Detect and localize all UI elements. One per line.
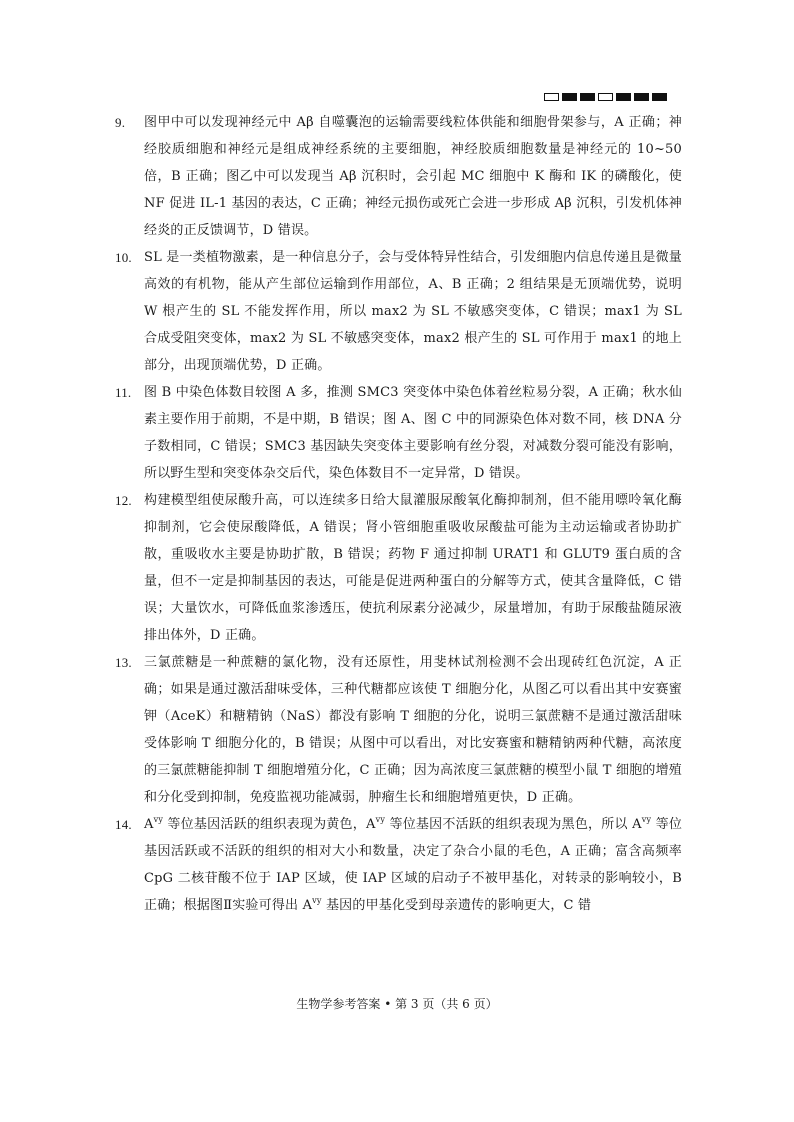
- empty-square-mark: [598, 93, 613, 101]
- filled-square-mark: [652, 93, 667, 101]
- item-text-part: A: [144, 817, 154, 832]
- answer-item-14: [115, 811, 682, 919]
- header-marks: [544, 93, 667, 101]
- item-text-part: 等位基因活跃或不活跃的组织的相对大小和数量，决定了杂合小鼠的毛色，A 正确；富含高频率 CpG 二核苷酸不位于 IAP 区域，使 IAP 区域的启动子不被甲基化，对转录的影响较小，B 正确；根据图Ⅱ实验可得出 A: [144, 817, 683, 913]
- filled-square-mark: [634, 93, 649, 101]
- empty-square-mark: [544, 93, 559, 101]
- answer-item-13: [115, 649, 682, 811]
- superscript: vy: [641, 815, 652, 824]
- filled-square-mark: [580, 93, 595, 101]
- answer-item-12: [115, 487, 682, 649]
- superscript: vy: [153, 815, 164, 824]
- item-number: 12.: [115, 493, 132, 508]
- item-text: 构建模型组使尿酸升高，可以连续多日给大鼠灌服尿酸氧化酶抑制剂，但不能用嘌呤氧化酶抑制剂，它会使尿酸降低，A 错误；肾小管细胞重吸收尿酸盐可能为主动运输或者协助扩散，重吸收水主要是协助扩散，B 错误；药物 F 通过抑制 URAT1 和 GLUT9 蛋白质的含量，但不一定是抑制基因的表达，可能是促进两种蛋白的分解等方式，使其含量降低，C 错误；大量饮水，可降低血浆渗透压，使抗利尿素分泌减少，尿量增加，有助于尿酸盐随尿液排出体外，D 正确。: [144, 493, 682, 643]
- item-number: 9.: [115, 115, 126, 130]
- filled-square-mark: [616, 93, 631, 101]
- answer-item-10: [115, 244, 682, 379]
- superscript: vy: [375, 815, 386, 824]
- item-number: 13.: [115, 655, 132, 670]
- item-text-part: 等位基因不活跃的组织表现为黑色，所以 A: [385, 817, 642, 832]
- item-text-part: 基因的甲基化受到母亲遗传的影响更大，C 错: [321, 898, 592, 913]
- item-number: 11.: [115, 385, 132, 400]
- item-number: 10.: [115, 250, 132, 265]
- answer-item-11: [115, 379, 682, 487]
- page-footer: 生物学参考答案 • 第 3 页（共 6 页）: [296, 997, 498, 1011]
- item-number: 14.: [115, 817, 132, 832]
- item-text-part: 等位基因活跃的组织表现为黄色，A: [163, 817, 376, 832]
- answer-item-9: [115, 109, 682, 244]
- item-text: 图 B 中染色体数目较图 A 多，推测 SMC3 突变体中染色体着丝粒易分裂，A 正确；秋水仙素主要作用于前期，不是中期，B 错误；图 A、图 C 中的同源染色体对数不同，核 DNA 分子数相同，C 错误；SMC3 基因缺失突变体主要影响有丝分裂，对减数分裂可能没有影响，所以野生型和突变体杂交后代，染色体数目不一定异常，D 错误。: [144, 385, 682, 481]
- superscript: vy: [312, 896, 322, 905]
- item-text: 三氯蔗糖是一种蔗糖的氯化物，没有还原性，用斐林试剂检测不会出现砖红色沉淀，A 正确；如果是通过激活甜味受体，三种代糖都应该使 T 细胞分化，从图乙可以看出其中安赛蜜钾（AceK）和糖精钠（NaS）都没有影响 T 细胞的分化，说明三氯蔗糖不是通过激活甜味受体影响 T 细胞分化的，B 错误；从图中可以看出，对比安赛蜜和糖精钠两种代糖，高浓度的三氯蔗糖能抑制 T 细胞增殖分化，C 正确；因为高浓度三氯蔗糖的模型小鼠 T 细胞的增殖和分化受到抑制，免疫监视功能减弱，肿瘤生长和细胞增殖更快，D 正确。: [144, 655, 682, 805]
- item-text: 图甲中可以发现神经元中 Aβ 自噬囊泡的运输需要线粒体供能和细胞骨架参与，A 正确；神经胶质细胞和神经元是组成神经系统的主要细胞，神经胶质细胞数量是神经元的 10~50 倍，B 正确；图乙中可以发现当 Aβ 沉积时，会引起 MC 细胞中 K 酶和 IK 的磷酸化，使 NF 促进 IL-1 基因的表达，C 正确；神经元损伤或死亡会进一步形成 Aβ 沉积，引发机体神经炎的正反馈调节，D 错误。: [144, 115, 682, 238]
- answer-list: [115, 109, 682, 919]
- item-text: SL 是一类植物激素，是一种信息分子，会与受体特异性结合，引发细胞内信息传递且是微量高效的有机物，能从产生部位运输到作用部位，A、B 正确；2 组结果是无顶端优势，说明 W 根产生的 SL 不能发挥作用，所以 max2 为 SL 不敏感突变体，C 错误；max1 为 SL 合成受阻突变体，max2 为 SL 不敏感突变体，max2 根产生的 SL 可作用于 max1 的地上部分，出现顶端优势，D 正确。: [144, 250, 682, 373]
- filled-square-mark: [562, 93, 577, 101]
